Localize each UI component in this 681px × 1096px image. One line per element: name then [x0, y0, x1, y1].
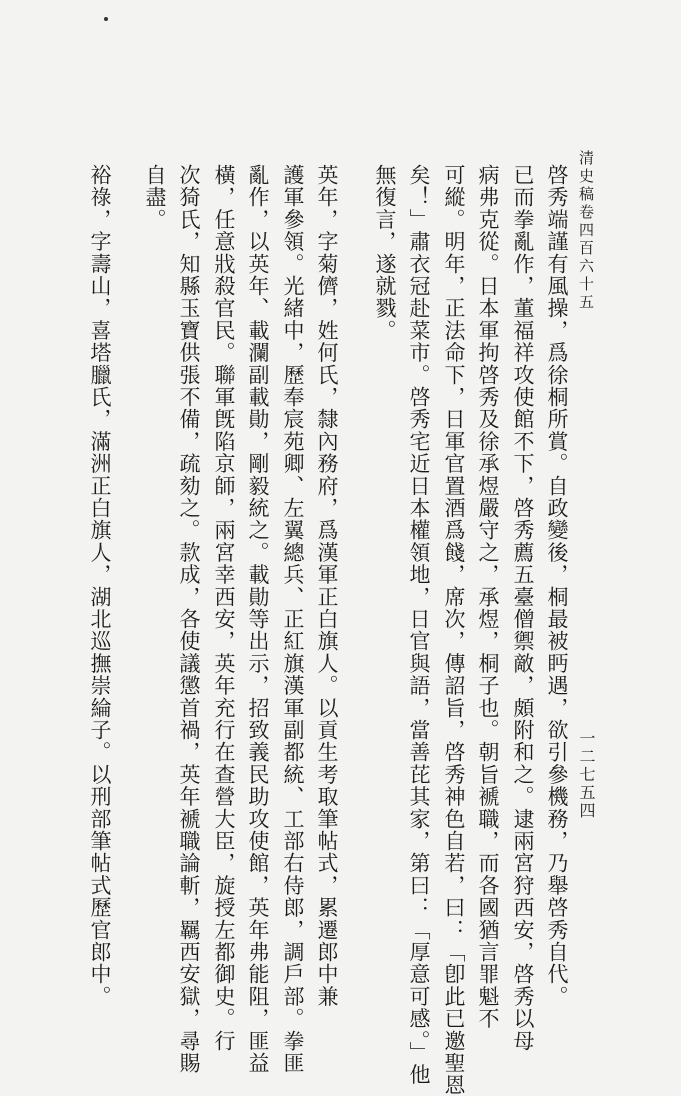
text-column: 矣！」肅衣冠赴菜市。啓秀宅近日本權領地，日官與語，當善芘其家，第曰：「厚意可感。」他	[407, 164, 431, 1086]
text-column: 病弗克從。日本軍拘啓秀及徐承煜嚴守之，承煜，桐子也。朝旨褫職，而各國猶言罪魁不	[476, 164, 500, 1030]
text-column: 英年，字菊儕，姓何氏，隸內務府，爲漢軍正白旗人。以貢生考取筆帖式，累遷郎中兼	[315, 164, 339, 1008]
text-column: 次猗氏，知縣玉寶供張不備，疏劾之。款成，各使議懲首禍，英年褫職論斬，羈西安獄，尋賜	[177, 164, 201, 1075]
running-header: 清史稿卷四百六十五	[577, 150, 595, 312]
text-column: 亂作，以英年、載瀾副載勛，剛毅統之。載勛等出示，招致義民助攻使館，英年弗能阻，匪益	[246, 164, 270, 1075]
text-column: 啓秀端謹有風操，爲徐桐所賞。自政變後，桐最被眄遇，欲引參機務，乃舉啓秀自代。	[545, 164, 569, 1008]
text-column: 可縱。明年，正法命下，日軍官置酒爲餞，席次，傳詔旨，啓秀神色自若，曰：「卽此已邀聖恩	[442, 164, 466, 1096]
page-number: 一二七五四	[577, 730, 596, 820]
text-column: 橫，任意戕殺官民。聯軍旣陷京師，兩宮幸西安，英年充行在查營大臣，旋授左都御史。行	[212, 164, 236, 1052]
ink-dot	[104, 17, 108, 21]
text-column: 無復言，遂就戮。	[373, 164, 397, 342]
text-column: 自盡。	[143, 164, 167, 231]
text-column: 裕祿，字壽山，喜塔臘氏，滿洲正白旗人，湖北巡撫崇綸子。以刑部筆帖式歷官郎中。	[88, 164, 112, 1008]
text-column: 護軍參領。光緒中，歷奉宸苑卿、左翼總兵、正紅旗漢軍副都統、工部右侍郎，調戶部。拳匪	[281, 164, 305, 1075]
text-column: 已而拳亂作，董福祥攻使館不下，啓秀薦五臺僧禦敵，頗附和之。逮兩宮狩西安，啓秀以母	[511, 164, 535, 1052]
